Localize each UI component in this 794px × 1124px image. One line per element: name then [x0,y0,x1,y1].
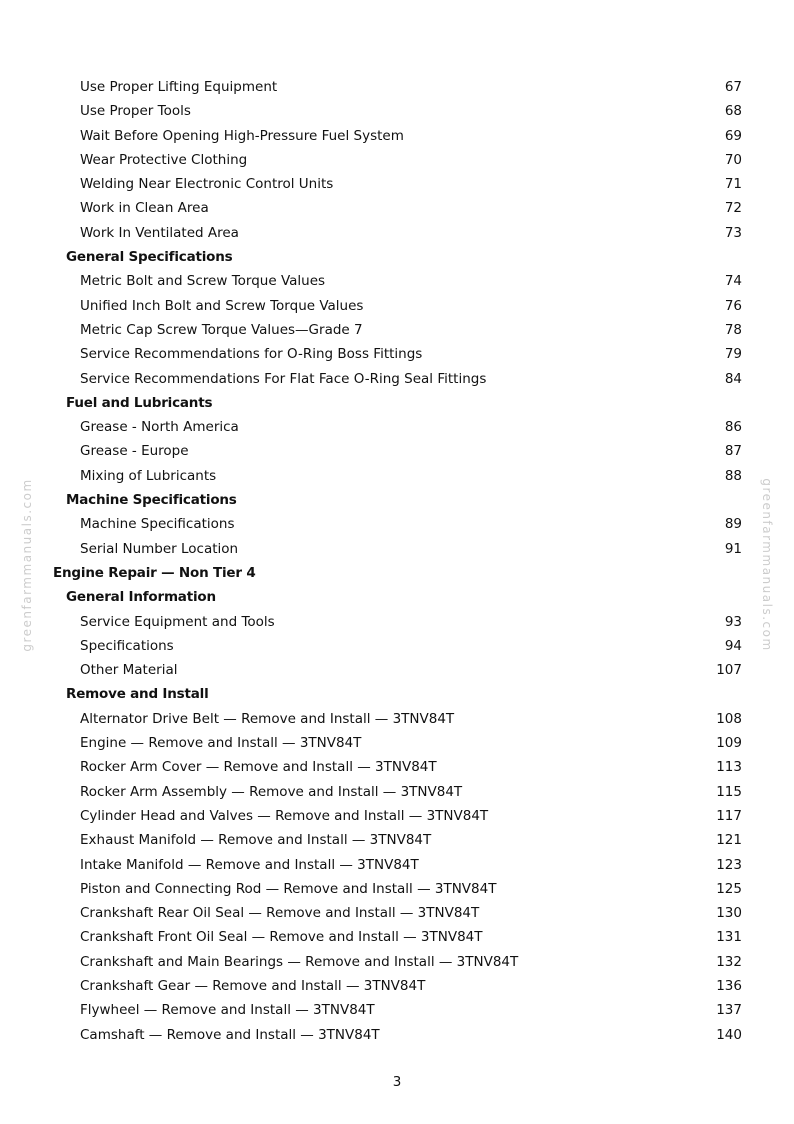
toc-entry[interactable] [0,634,794,658]
toc-entry-page-number: 113 [716,759,742,776]
toc-entry-title: Piston and Connecting Rod — Remove and Install — 3TNV84T [80,880,497,897]
toc-entry-title: Serial Number Location [80,540,239,557]
toc-entry[interactable] [0,439,794,463]
toc-entry-title: Service Recommendations for O-Ring Boss Fittings [80,346,423,363]
toc-section-heading [0,488,794,512]
toc-entry-page-number: 70 [724,151,742,168]
toc-entry[interactable] [0,925,794,949]
toc-entry-page-number: 140 [716,1026,742,1043]
toc-entry-title: Use Proper Lifting Equipment [80,79,278,95]
toc-entry-title: Engine — Remove and Install — 3TNV84T [80,735,362,752]
toc-entry-title: Machine Specifications [66,492,237,509]
toc-entry-title: Service Equipment and Tools [80,613,275,630]
toc-entry[interactable] [0,464,794,488]
toc-entry-page-number: 130 [716,905,742,922]
toc-entry-title: General Information [66,589,216,606]
toc-entry[interactable] [0,731,794,755]
toc-entry-title: Work in Clean Area [80,200,209,217]
toc-entry[interactable] [0,512,794,536]
toc-entry-title: Rocker Arm Assembly — Remove and Install — 3TNV84T [80,783,463,800]
toc-entry-page-number: 72 [724,200,742,217]
toc-entry[interactable] [0,950,794,974]
toc-entry-title: Exhaust Manifold — Remove and Install — 3TNV84T [80,832,432,849]
toc-entry[interactable] [0,367,794,391]
toc-entry-page-number: 79 [724,346,742,363]
toc-entry-title: Crankshaft Gear — Remove and Install — 3TNV84T [80,977,426,994]
toc-entry-title: Mixing of Lubricants [80,467,217,484]
toc-entry[interactable] [0,318,794,342]
toc-entry-title: Specifications [80,637,174,654]
toc-entry-page-number: 71 [724,176,742,193]
toc-entry-page-number: 91 [724,540,742,557]
toc-entry-page-number: 136 [716,977,742,994]
toc-entry-title: Cylinder Head and Valves — Remove and Install — 3TNV84T [80,807,489,824]
watermark-right: greenfarmmanuals.com [760,478,774,652]
toc-entry-title: Welding Near Electronic Control Units [80,176,334,193]
toc-entry-title: Remove and Install [66,686,209,703]
toc-entry-title: Fuel and Lubricants [66,394,213,411]
toc-chapter-heading [0,561,794,585]
toc-entry-title: Work In Ventilated Area [80,224,239,241]
toc-entry[interactable] [0,172,794,196]
toc-entry-page-number: 74 [724,273,742,290]
toc-entry-page-number: 107 [716,662,742,679]
toc-entry-title: Use Proper Tools [80,103,191,120]
toc-entry-page-number: 76 [724,297,742,314]
toc-entry[interactable] [0,269,794,293]
toc-entry-page-number: 68 [724,103,742,120]
page-number: 3 [392,1074,402,1090]
toc-entry[interactable] [0,537,794,561]
toc-entry-page-number: 67 [724,79,742,95]
toc-entry[interactable] [0,124,794,148]
toc-entry[interactable] [0,1023,794,1047]
toc-section-heading [0,682,794,706]
toc-entry[interactable] [0,780,794,804]
toc-entry[interactable] [0,75,794,99]
toc-entry-title: Metric Cap Screw Torque Values—Grade 7 [80,321,363,338]
toc-entry[interactable] [0,804,794,828]
toc-entry-title: Grease - North America [80,419,239,436]
toc-entry-page-number: 78 [724,321,742,338]
toc-entry-title: Wear Protective Clothing [80,151,248,168]
toc-entry[interactable] [0,342,794,366]
toc-section-heading [0,391,794,415]
toc-entry-title: Crankshaft Rear Oil Seal — Remove and Install — 3TNV84T [80,905,480,922]
toc-entry-page-number: 137 [716,1002,742,1019]
toc-entry-page-number: 125 [716,880,742,897]
toc-entry-page-number: 89 [724,516,742,533]
toc-entry-title: Rocker Arm Cover — Remove and Install — 3TNV84T [80,759,437,776]
toc-entry[interactable] [0,755,794,779]
toc-entry-page-number: 131 [716,929,742,946]
toc-entry-page-number: 121 [716,832,742,849]
toc-entry-page-number: 87 [724,443,742,460]
toc-entry-page-number: 123 [716,856,742,873]
toc-entry[interactable] [0,610,794,634]
toc-section-heading [0,245,794,269]
toc-entry-title: Machine Specifications [80,516,235,533]
toc-entry[interactable] [0,99,794,123]
toc-entry-page-number: 132 [716,953,742,970]
toc-entry-title: Crankshaft Front Oil Seal — Remove and Install — 3TNV84T [80,929,483,946]
toc-entry-page-number: 94 [724,637,742,654]
toc-entry-title: Crankshaft and Main Bearings — Remove and Install — 3TNV84T [80,953,519,970]
toc-entry-page-number: 69 [724,127,742,144]
toc-entry-title: Alternator Drive Belt — Remove and Install — 3TNV84T [80,710,455,727]
toc-entry[interactable] [0,294,794,318]
toc-entry-page-number: 88 [724,467,742,484]
toc-entry-page-number: 93 [724,613,742,630]
toc-entry-page-number: 84 [724,370,742,387]
toc-entry-page-number: 115 [716,783,742,800]
toc-entry-page-number: 108 [716,710,742,727]
toc-entry[interactable] [0,196,794,220]
table-of-contents [0,75,794,1047]
toc-entry-title: Unified Inch Bolt and Screw Torque Values [80,297,364,314]
toc-entry[interactable] [0,877,794,901]
toc-entry-title: Metric Bolt and Screw Torque Values [80,273,326,290]
toc-entry[interactable] [0,853,794,877]
toc-entry-title: Other Material [80,662,178,679]
toc-entry[interactable] [0,415,794,439]
toc-entry-title: Engine Repair — Non Tier 4 [53,564,256,581]
toc-entry-page-number: 117 [716,807,742,824]
toc-entry-title: Flywheel — Remove and Install — 3TNV84T [80,1002,375,1019]
watermark-left: greenfarmmanuals.com [20,478,34,652]
toc-entry[interactable] [0,221,794,245]
toc-entry-page-number: 86 [724,419,742,436]
toc-entry[interactable] [0,148,794,172]
toc-entry[interactable] [0,658,794,682]
toc-entry[interactable] [0,974,794,998]
toc-entry-page-number: 73 [724,224,742,241]
toc-entry-title: General Specifications [66,249,233,266]
toc-entry-page-number: 109 [716,735,742,752]
toc-entry-title: Intake Manifold — Remove and Install — 3TNV84T [80,856,419,873]
toc-entry-title: Grease - Europe [80,443,189,460]
toc-entry[interactable] [0,707,794,731]
toc-entry[interactable] [0,828,794,852]
toc-entry[interactable] [0,998,794,1022]
toc-entry-title: Camshaft — Remove and Install — 3TNV84T [80,1026,380,1043]
toc-entry-title: Service Recommendations For Flat Face O-Ring Seal Fittings [80,370,487,387]
toc-section-heading [0,585,794,609]
toc-entry[interactable] [0,901,794,925]
toc-entry-title: Wait Before Opening High-Pressure Fuel System [80,127,404,144]
